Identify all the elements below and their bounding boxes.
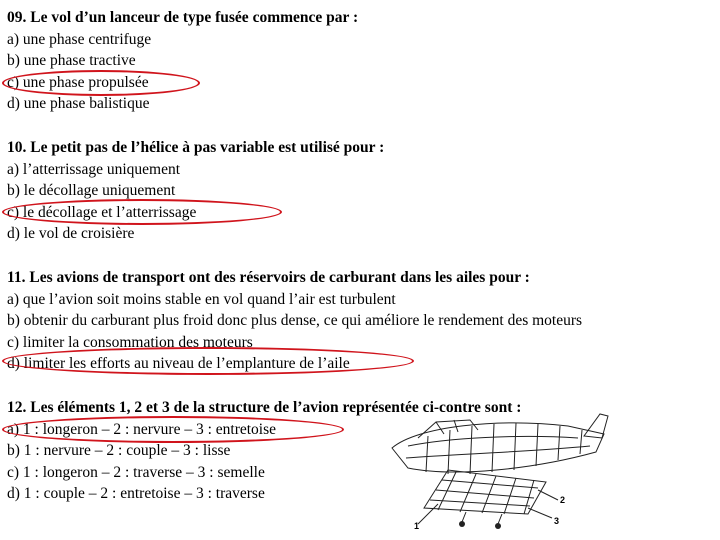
question-12-option-b: b) 1 : nervure – 2 : couple – 3 : lisse — [7, 442, 231, 460]
answer-ellipse-q10 — [2, 199, 282, 225]
question-11-title: 11. Les avions de transport ont des réservoirs de carburant dans les ailes pour : — [7, 269, 530, 286]
question-09-option-a: a) une phase centrifuge — [7, 30, 152, 48]
answer-ellipse-q12 — [2, 416, 344, 443]
question-09-title: 09. Le vol d’un lanceur de type fusée commence par : — [7, 9, 359, 26]
question-11-option-d: d) limiter les efforts au niveau de l’emplanture de l’aile — [7, 355, 350, 373]
question-10-option-a: a) l’atterrissage uniquement — [7, 160, 181, 178]
aircraft-structure-figure — [378, 408, 614, 532]
figure-label-3: 3 — [554, 516, 560, 526]
question-09-option-b: b) une phase tractive — [7, 52, 136, 70]
wing-outline — [424, 470, 546, 514]
question-10-option-c: c) le décollage et l’atterrissage — [7, 203, 197, 221]
figure-label-2: 2 — [560, 495, 566, 505]
question-10-option-b: b) le décollage uniquement — [7, 182, 176, 200]
question-10-title: 10. Le petit pas de l’hélice à pas variable est utilisé pour : — [7, 139, 385, 156]
question-09 — [7, 7, 713, 115]
answer-ellipse-q09 — [2, 70, 200, 96]
question-12-title: 12. Les éléments 1, 2 et 3 de la structure de l’avion représentée ci-contre sont : — [7, 399, 522, 416]
figure-label-1: 1 — [414, 521, 420, 531]
answer-ellipse-q11 — [2, 347, 414, 375]
question-11-option-c: c) limiter la consommation des moteurs — [7, 333, 253, 351]
question-10 — [7, 137, 713, 245]
question-09-option-d: d) une phase balistique — [7, 95, 150, 113]
question-12-option-d: d) 1 : couple – 2 : entretoise – 3 : traverse — [7, 485, 265, 503]
question-12-option-a: a) 1 : longeron – 2 : nervure – 3 : entretoise — [7, 420, 277, 438]
question-11-option-a: a) que l’avion soit moins stable en vol quand l’air est turbulent — [7, 290, 396, 308]
question-09-option-c: c) une phase propulsée — [7, 73, 149, 91]
question-12-option-c: c) 1 : longeron – 2 : traverse – 3 : semelle — [7, 463, 265, 481]
question-11-option-b: b) obtenir du carburant plus froid donc plus dense, ce qui améliore le rendement des moteurs — [7, 312, 583, 330]
question-10-option-d: d) le vol de croisière — [7, 225, 135, 243]
